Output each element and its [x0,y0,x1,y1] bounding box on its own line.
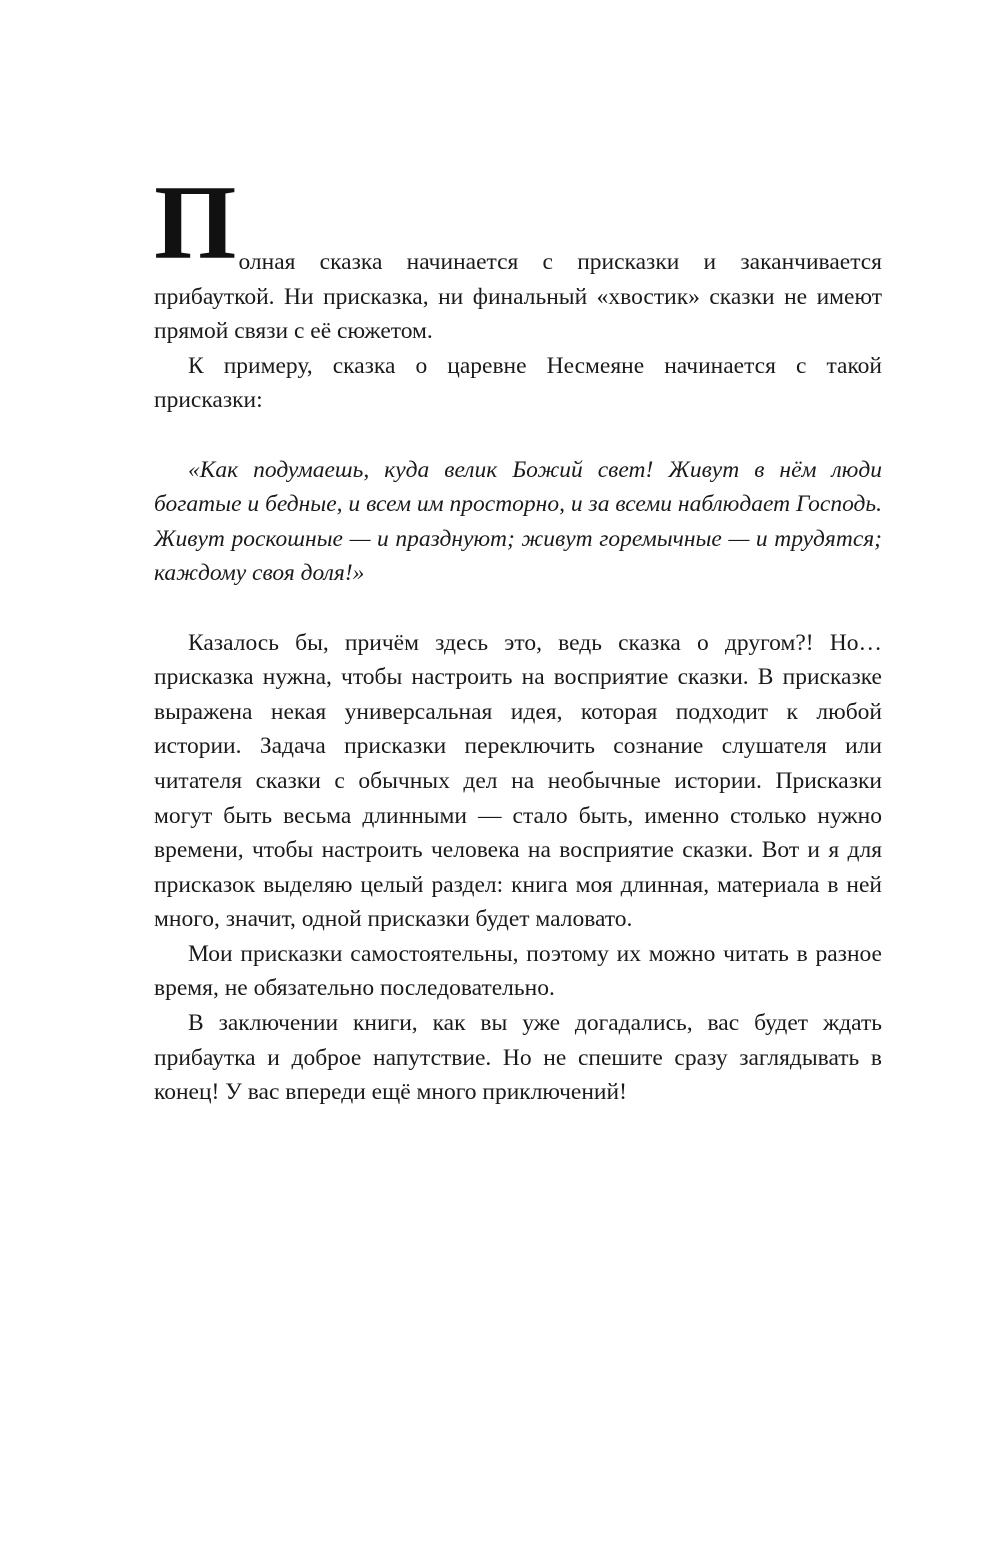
paragraph-5: В заключении книги, как вы уже догадались, вас будет ждать прибаутка и доброе напутствие. Но не спешите сразу заглядывать в конец! У вас впереди ещё много приключений! [154,1010,882,1106]
paragraph-2: К примеру, сказка о царевне Несмеяне начинается с такой присказки: [154,352,882,414]
paragraph-3: Казалось бы, причём здесь это, ведь сказка о другом?! Но… присказка нужна, чтобы настроить на восприятие сказки. В присказке выражена некая универсальная идея, которая подходит к любой истории. Задача присказки переключить сознание слушателя или читателя сказки с обычных дел на необычные истории. Присказки могут быть весьма длинными — стало быть, именно столько нужно времени, чтобы настроить человека на восприятие сказки. Вот и я для присказок выделяю целый раздел: книга моя длинная, материала в ней много, значит, одной присказки будет маловато. [154,629,882,933]
top-spacer [154,176,882,245]
page-text [154,164,882,1110]
paragraph-1-text: олная сказка начинается с присказки и заканчивается прибауткой. Ни присказка, ни финальный «хвостик» сказки не имеют прямой связи с её сюжетом. [154,249,882,345]
quote-block: «Как подумаешь, куда велик Божий свет! Живут в нём люди богатые и бедные, и всем им просторно, и за всеми наблюдает Господь. Живут роскошные — и празднуют; живут горемычные — и трудятся; каждому своя доля!» [154,456,882,587]
paragraph-4: Мои присказки самостоятельны, поэтому их можно читать в разное время, не обязательно последовательно. [154,940,882,1002]
paragraph-1 [154,164,882,349]
drop-cap: П [154,164,235,281]
